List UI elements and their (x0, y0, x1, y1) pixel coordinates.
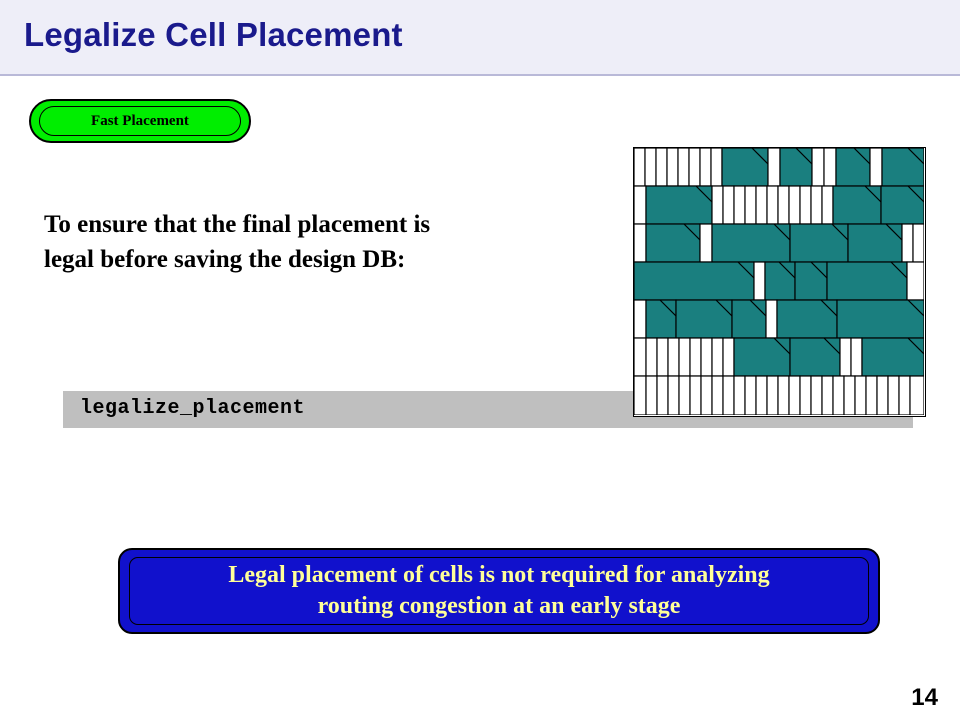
callout-box (118, 548, 880, 634)
body-line-2: legal before saving the design DB: (44, 246, 406, 273)
body-paragraph (44, 207, 564, 277)
page-title: Legalize Cell Placement (24, 16, 403, 53)
page-number: 14 (911, 684, 938, 711)
callout-line-1: Legal placement of cells is not required for analyzing (228, 562, 770, 588)
fast-placement-badge-label: Fast Placement (91, 112, 189, 129)
callout-line-2: routing congestion at an early stage (317, 593, 681, 619)
fast-placement-badge-inner (39, 106, 241, 136)
cell-placement-diagram (633, 147, 926, 417)
body-line-1: To ensure that the final placement is (44, 211, 431, 238)
slide-header (0, 0, 960, 76)
command-text: legalize_placement (80, 397, 306, 420)
cell-placement-svg (634, 148, 924, 415)
callout-box-inner (129, 557, 869, 625)
fast-placement-badge (29, 99, 251, 143)
